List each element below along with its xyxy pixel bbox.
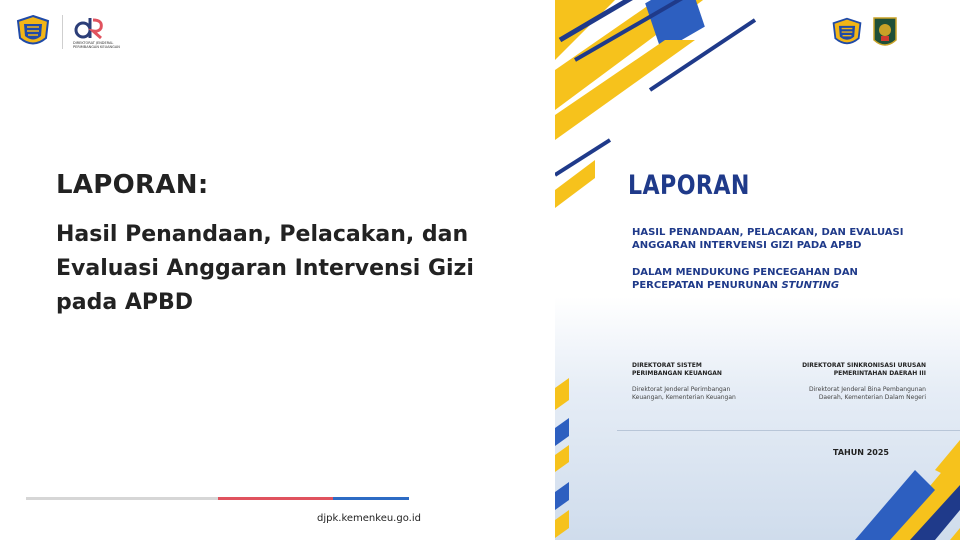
org-block-2 — [781, 362, 926, 402]
cover-title: LAPORAN — [628, 170, 750, 201]
color-rule — [26, 497, 409, 500]
cover-subtitle-line1: HASIL PENANDAAN, PELACAKAN, DAN EVALUASI — [632, 227, 904, 238]
cover-subtitle — [632, 226, 903, 252]
djpk-logo-icon — [73, 16, 107, 40]
kemenkeu-emblem-icon — [14, 14, 52, 50]
cover-subtitle2-italic: STUNTING — [781, 280, 840, 291]
org1-desc-line1: Direktorat Jenderal Perimbangan — [632, 386, 731, 393]
org1-heading-line2: PERIMBANGAN KEUANGAN — [632, 370, 722, 377]
header-logos — [14, 12, 120, 52]
org-block-1 — [632, 362, 782, 402]
rule-blue — [333, 497, 409, 500]
org2-heading-line2: PEMERINTAHAN DAERAH III — [833, 370, 926, 377]
cover-subtitle2-line2 — [632, 279, 858, 292]
org2-heading-line1: DIREKTORAT SINKRONISASI URUSAN — [802, 362, 926, 369]
djpk-caption: DIREKTORAT JENDERAL PERIMBANGAN KEUANGAN — [73, 40, 120, 49]
cover-year: TAHUN 2025 — [833, 448, 889, 457]
cover-subtitle2-prefix: PERCEPATAN PENURUNAN — [632, 280, 782, 291]
cover-subtitle-2 — [632, 266, 858, 292]
page-title: LAPORAN: — [56, 170, 209, 200]
cover-divider — [617, 430, 960, 431]
rule-gray — [26, 497, 218, 500]
org1-desc-line2: Keuangan, Kementerian Keuangan — [632, 394, 736, 401]
website-url[interactable]: djpk.kemenkeu.go.id — [317, 513, 421, 524]
djpk-logo — [73, 16, 120, 49]
report-cover — [555, 0, 960, 540]
logo-separator — [62, 15, 63, 49]
cover-subtitle2-line1: DALAM MENDUKUNG PENCEGAHAN DAN — [632, 267, 858, 278]
page-subtitle: Hasil Penandaan, Pelacakan, dan Evaluasi Anggaran Intervensi Gizi pada APBD — [56, 222, 474, 315]
kemenkeu-emblem-icon — [830, 16, 864, 50]
rule-red — [218, 497, 333, 500]
kemendagri-emblem-icon — [872, 16, 898, 52]
org1-heading-line1: DIREKTORAT SISTEM — [632, 362, 702, 369]
cover-logos — [830, 16, 898, 52]
cover-subtitle-line2: ANGGARAN INTERVENSI GIZI PADA APBD — [632, 240, 862, 251]
org2-desc-line1: Direktorat Jenderal Bina Pembangunan — [809, 386, 926, 393]
org2-desc-line2: Daerah, Kementerian Dalam Negeri — [818, 394, 926, 401]
